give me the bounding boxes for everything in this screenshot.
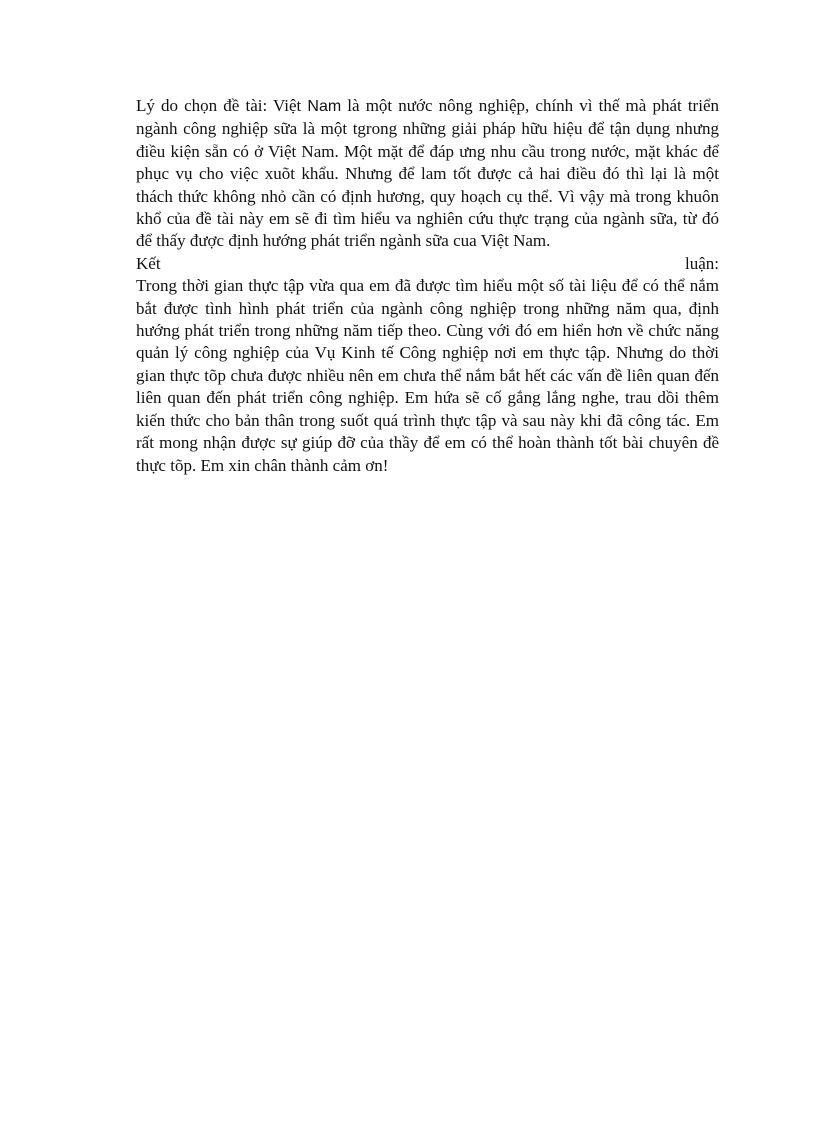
conclusion-heading-left: Kết xyxy=(136,253,161,273)
conclusion-paragraph: Trong thời gian thực tập vừa qua em đã được tìm hiểu một số tài liệu để có thể nắm bắt được tình hình phát triển của ngành công nghiệp trong những năm qua, định hướng phát triển trong những năm tiếp theo. Cùng với đó em hiển hơn về chức năng quản lý công nghiệp của Vụ Kinh tế Công nghiệp nơi em thực tập. Nhưng do thời gian thực tõp chưa được nhiều nên em chưa thể nắm bắt hết các vấn đề liên quan đến liên quan đến phát triển công nghiệp. Em hứa sẽ cố gắng lắng nghe, trau dồi thêm kiến thức cho bản thân trong suốt quá trình thực tập và sau này khi đã công tác. Em rất mong nhận được sự giúp đỡ của thầy để em có thể hoàn thành tốt bài chuyên đề thực tõp. Em xin chân thành cảm ơn! xyxy=(136,276,719,475)
intro-sans-word: Nam xyxy=(307,98,342,115)
intro-paragraph xyxy=(136,95,719,253)
intro-text-rest: là một nước nông nghiệp, chính vì thế mà phát triển ngành công nghiệp sữa là một tgrong những giải pháp hữu hiệu để tận dụng nhưng điều kiện sẵn có ở Việt Nam. Một mặt để đáp ưng nhu cầu trong nước, mặt khác để phục vụ cho việc xuõt khẩu. Nhưng để lam tốt được cả hai điều đó thì lại là một thách thức không nhỏ cần có định hương, quy hoạch cụ thể. Vì vậy mà trong khuôn khổ của đề tài này em sẽ đi tìm hiểu va nghiên cứu thực trạng của ngành sữa, từ đó để thấy được định hướng phát triển ngành sữa cua Việt Nam. xyxy=(136,96,719,251)
intro-text-start: Lý do chọn đề tài: Việt xyxy=(136,96,308,115)
document-body xyxy=(136,95,719,477)
conclusion-heading xyxy=(136,253,719,275)
conclusion-heading-right: luận: xyxy=(685,253,719,273)
